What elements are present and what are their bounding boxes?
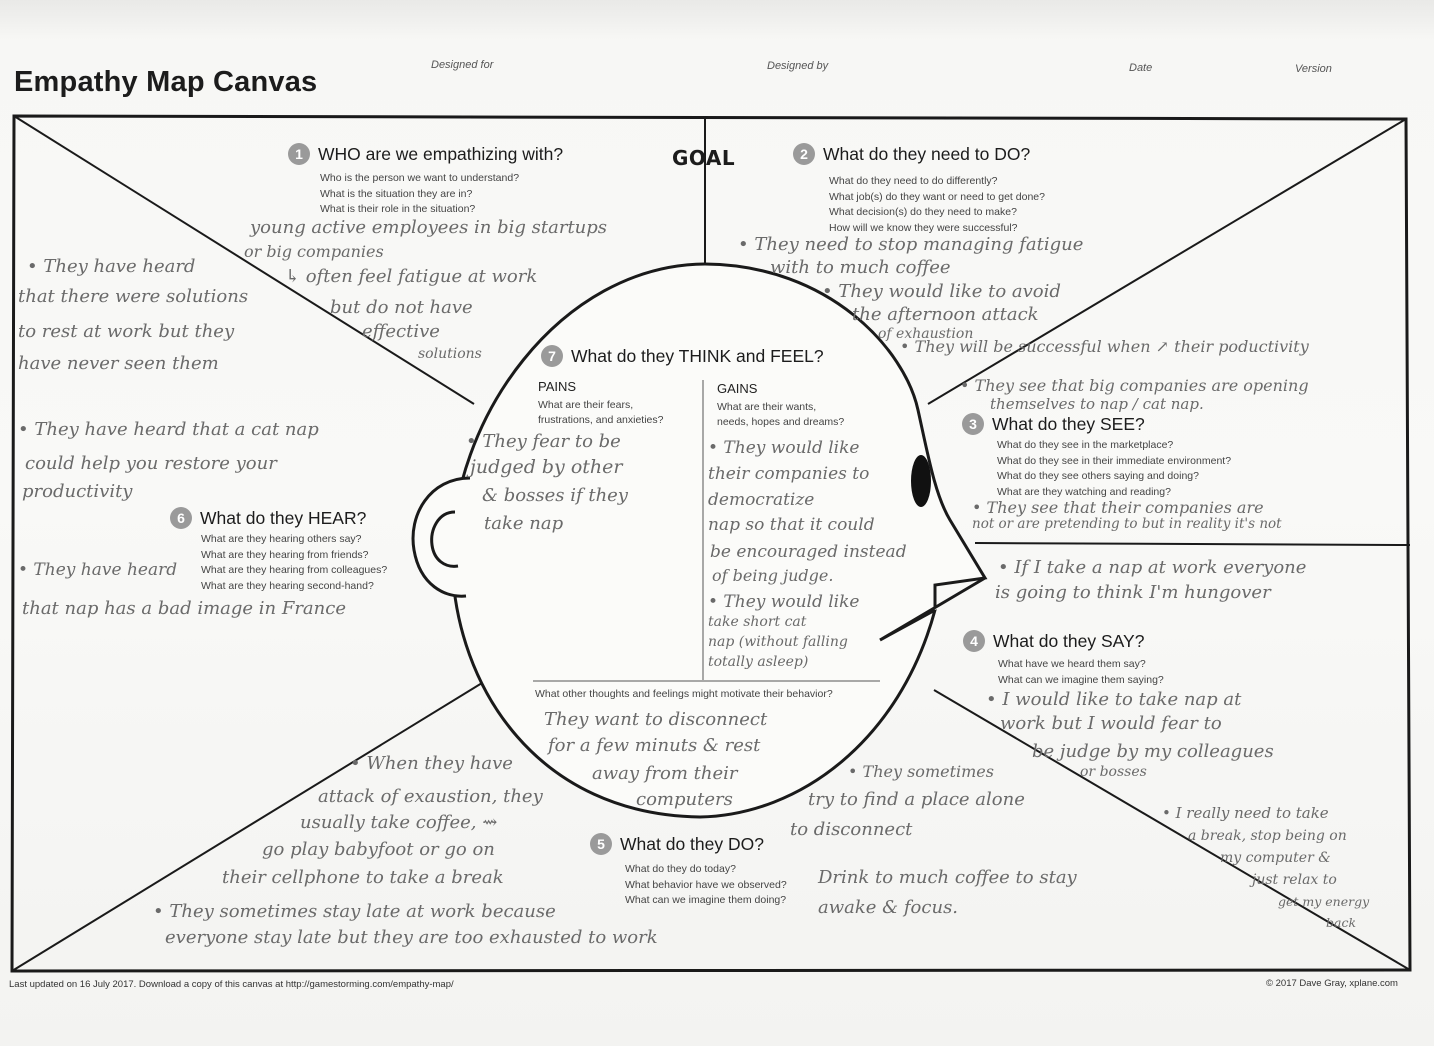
section-see-number: 3 xyxy=(962,413,984,435)
who-note: but do not have xyxy=(330,297,473,318)
say-note: get my energy xyxy=(1278,894,1370,909)
say-note: work but I would fear to xyxy=(1000,713,1222,734)
do-note: try to find a place alone xyxy=(808,789,1025,810)
who-note: effective xyxy=(362,321,440,342)
section-think-heading xyxy=(541,345,824,367)
gains-question: needs, hopes and dreams? xyxy=(717,416,845,428)
hear-note: that there were solutions xyxy=(18,286,249,307)
other-thoughts-note: for a few minuts & rest xyxy=(548,735,761,756)
do-note: • When they have xyxy=(350,753,513,774)
other-thoughts-note: away from their xyxy=(592,763,738,784)
do-note: go play babyfoot or go on xyxy=(262,839,495,860)
hear-note: • They have heard xyxy=(27,256,196,277)
do-note: usually take coffee, ⇝ xyxy=(300,812,498,833)
need-do-note: • They will be successful when ↗ their poductivity xyxy=(900,337,1309,356)
need-do-note: • They would like to avoid xyxy=(822,281,1061,302)
do-note: attack of exaustion, they xyxy=(318,786,543,807)
pains-note: & bosses if they xyxy=(482,485,628,506)
other-thoughts-question: What other thoughts and feelings might motivate their behavior? xyxy=(535,688,833,700)
do-note: their cellphone to take a break xyxy=(222,867,504,888)
gains-question: What are their wants, xyxy=(717,401,817,413)
gains-note: totally asleep) xyxy=(708,654,809,670)
hear-note: have never seen them xyxy=(18,353,219,374)
do-question: What can we imagine them doing? xyxy=(625,894,787,907)
say-note: is going to think I'm hungover xyxy=(995,582,1271,603)
section-hear-number: 6 xyxy=(170,507,192,529)
pains-note: judged by other xyxy=(470,456,623,478)
designed-for-label: Designed for xyxy=(431,59,494,71)
designed-by-label: Designed by xyxy=(767,60,829,72)
gains-label: GAINS xyxy=(717,381,758,396)
do-note: everyone stay late but they are too exhausted to work xyxy=(165,927,658,948)
section-who-number: 1 xyxy=(288,143,310,165)
say-question: What can we imagine them saying? xyxy=(998,673,1164,686)
section-need-do-number: 2 xyxy=(793,143,815,165)
page-title: Empathy Map Canvas xyxy=(14,66,318,98)
section-see-questions xyxy=(997,438,1231,500)
say-note: • If I take a nap at work everyone xyxy=(998,557,1307,578)
say-question: What have we heard them say? xyxy=(998,658,1146,670)
pains-label: PAINS xyxy=(538,379,577,394)
section-who-heading xyxy=(288,143,563,165)
section-see-heading xyxy=(962,413,1145,435)
say-note: my computer & xyxy=(1220,850,1331,866)
do-question: What behavior have we observed? xyxy=(625,878,787,891)
see-question: What are they watching and reading? xyxy=(997,485,1171,498)
goal-label: GOAL xyxy=(672,146,736,170)
say-note: or bosses xyxy=(1080,764,1147,780)
version-label: Version xyxy=(1295,63,1332,75)
say-note: • I really need to take xyxy=(1162,804,1329,822)
need-do-note: of exhaustion xyxy=(878,326,974,342)
pains-question: What are their fears, xyxy=(538,399,634,411)
section-see-title: What do they SEE? xyxy=(992,414,1145,434)
do-note: • They sometimes stay late at work because xyxy=(153,901,556,922)
pains-questions xyxy=(538,398,664,428)
hear-note: that nap has a bad image in France xyxy=(22,598,346,619)
date-label: Date xyxy=(1129,62,1153,74)
section-say-title: What do they SAY? xyxy=(993,631,1145,651)
section-think-number: 7 xyxy=(541,345,563,367)
see-question: What do they see in the marketplace? xyxy=(997,439,1174,451)
pains-note: • They fear to be xyxy=(466,431,621,452)
say-note: a break, stop being on xyxy=(1188,828,1347,844)
section-say-number: 4 xyxy=(963,630,985,652)
hear-note: to rest at work but they xyxy=(18,321,235,342)
gains-note: their companies to xyxy=(708,464,870,484)
need-do-question: How will we know they were successful? xyxy=(829,221,1018,234)
hear-question: What are they hearing others say? xyxy=(201,533,362,545)
who-note: young active employees in big startups xyxy=(250,217,608,238)
do-note: awake & focus. xyxy=(818,897,959,918)
gains-note: • They would like xyxy=(708,438,860,458)
hear-note: could help you restore your xyxy=(25,453,277,474)
see-note: • They see that big companies are opening xyxy=(960,376,1309,395)
hear-question: What are they hearing from friends? xyxy=(201,548,369,561)
hear-question: What are they hearing from colleagues? xyxy=(201,564,388,577)
say-note: back xyxy=(1326,915,1357,930)
who-question: Who is the person we want to understand? xyxy=(320,172,520,184)
hear-note: • They have heard xyxy=(18,560,178,580)
do-question: What do they do today? xyxy=(625,863,736,875)
section-do-number: 5 xyxy=(590,833,612,855)
gains-note: • They would like xyxy=(708,592,860,612)
hear-question: What are they hearing second-hand? xyxy=(201,579,374,592)
see-note: not or are pretending to but in reality it's not xyxy=(972,516,1282,532)
see-question: What do they see in their immediate environment? xyxy=(997,454,1232,467)
gains-note: democratize xyxy=(708,490,815,510)
gains-questions xyxy=(717,400,844,430)
section-do-heading xyxy=(590,833,764,855)
gains-note: nap (without falling xyxy=(708,634,848,650)
section-hear-title: What do they HEAR? xyxy=(200,508,367,528)
pains-note: take nap xyxy=(484,513,564,534)
section-think-title: What do they THINK and FEEL? xyxy=(571,346,824,366)
section-hear-questions xyxy=(201,532,387,594)
do-note: Drink to much coffee to stay xyxy=(818,867,1077,888)
pains-question: frustrations, and anxieties? xyxy=(538,414,664,426)
who-question: What is their role in the situation? xyxy=(320,203,476,216)
gains-note: of being judge. xyxy=(712,566,834,585)
who-note: solutions xyxy=(418,346,482,362)
need-do-note: with to much coffee xyxy=(770,257,951,278)
need-do-question: What job(s) do they want or need to get done? xyxy=(829,190,1045,203)
section-hear-heading xyxy=(170,507,366,529)
gains-note: be encouraged instead xyxy=(710,542,907,562)
section-need-do-questions xyxy=(829,174,1045,236)
see-note: • They see that their companies are xyxy=(972,498,1264,517)
section-say-questions xyxy=(998,657,1164,688)
hear-note: productivity xyxy=(22,481,133,502)
who-note: or big companies xyxy=(244,242,384,261)
see-note: themselves to nap / cat nap. xyxy=(990,395,1204,413)
footer-download-note: Last updated on 16 July 2017. Download a copy of this canvas at http://gamestorming.com/empathy-map/ xyxy=(9,979,454,990)
need-do-note: • They need to stop managing fatigue xyxy=(738,234,1084,255)
who-note: ↳ often feel fatigue at work xyxy=(285,266,538,287)
see-question: What do they see others saying and doing? xyxy=(997,470,1199,483)
gains-note: nap so that it could xyxy=(708,515,875,535)
do-note: to disconnect xyxy=(790,819,913,840)
section-say-heading xyxy=(963,630,1144,652)
other-thoughts-note: computers xyxy=(636,789,733,810)
section-need-do-heading xyxy=(793,143,1030,165)
section-need-do-title: What do they need to DO? xyxy=(823,144,1031,164)
say-note: • I would like to take nap at xyxy=(986,689,1242,710)
section-do-questions xyxy=(625,862,787,909)
say-note: be judge by my colleagues xyxy=(1032,741,1274,762)
hear-note: • They have heard that a cat nap xyxy=(18,419,319,440)
section-who-questions xyxy=(320,171,519,218)
need-do-question: What decision(s) do they need to make? xyxy=(829,206,1017,219)
need-do-note: the afternoon attack xyxy=(852,304,1039,325)
other-thoughts-note: They want to disconnect xyxy=(544,709,768,730)
do-note: • They sometimes xyxy=(848,762,994,781)
section-who-title: WHO are we empathizing with? xyxy=(318,144,564,164)
need-do-question: What do they need to do differently? xyxy=(829,175,998,187)
footer-copyright: © 2017 Dave Gray, xplane.com xyxy=(1266,978,1398,989)
section-do-title: What do they DO? xyxy=(620,834,764,854)
say-note: just relax to xyxy=(1252,872,1337,888)
gains-note: take short cat xyxy=(708,614,807,630)
who-question: What is the situation they are in? xyxy=(320,187,473,200)
